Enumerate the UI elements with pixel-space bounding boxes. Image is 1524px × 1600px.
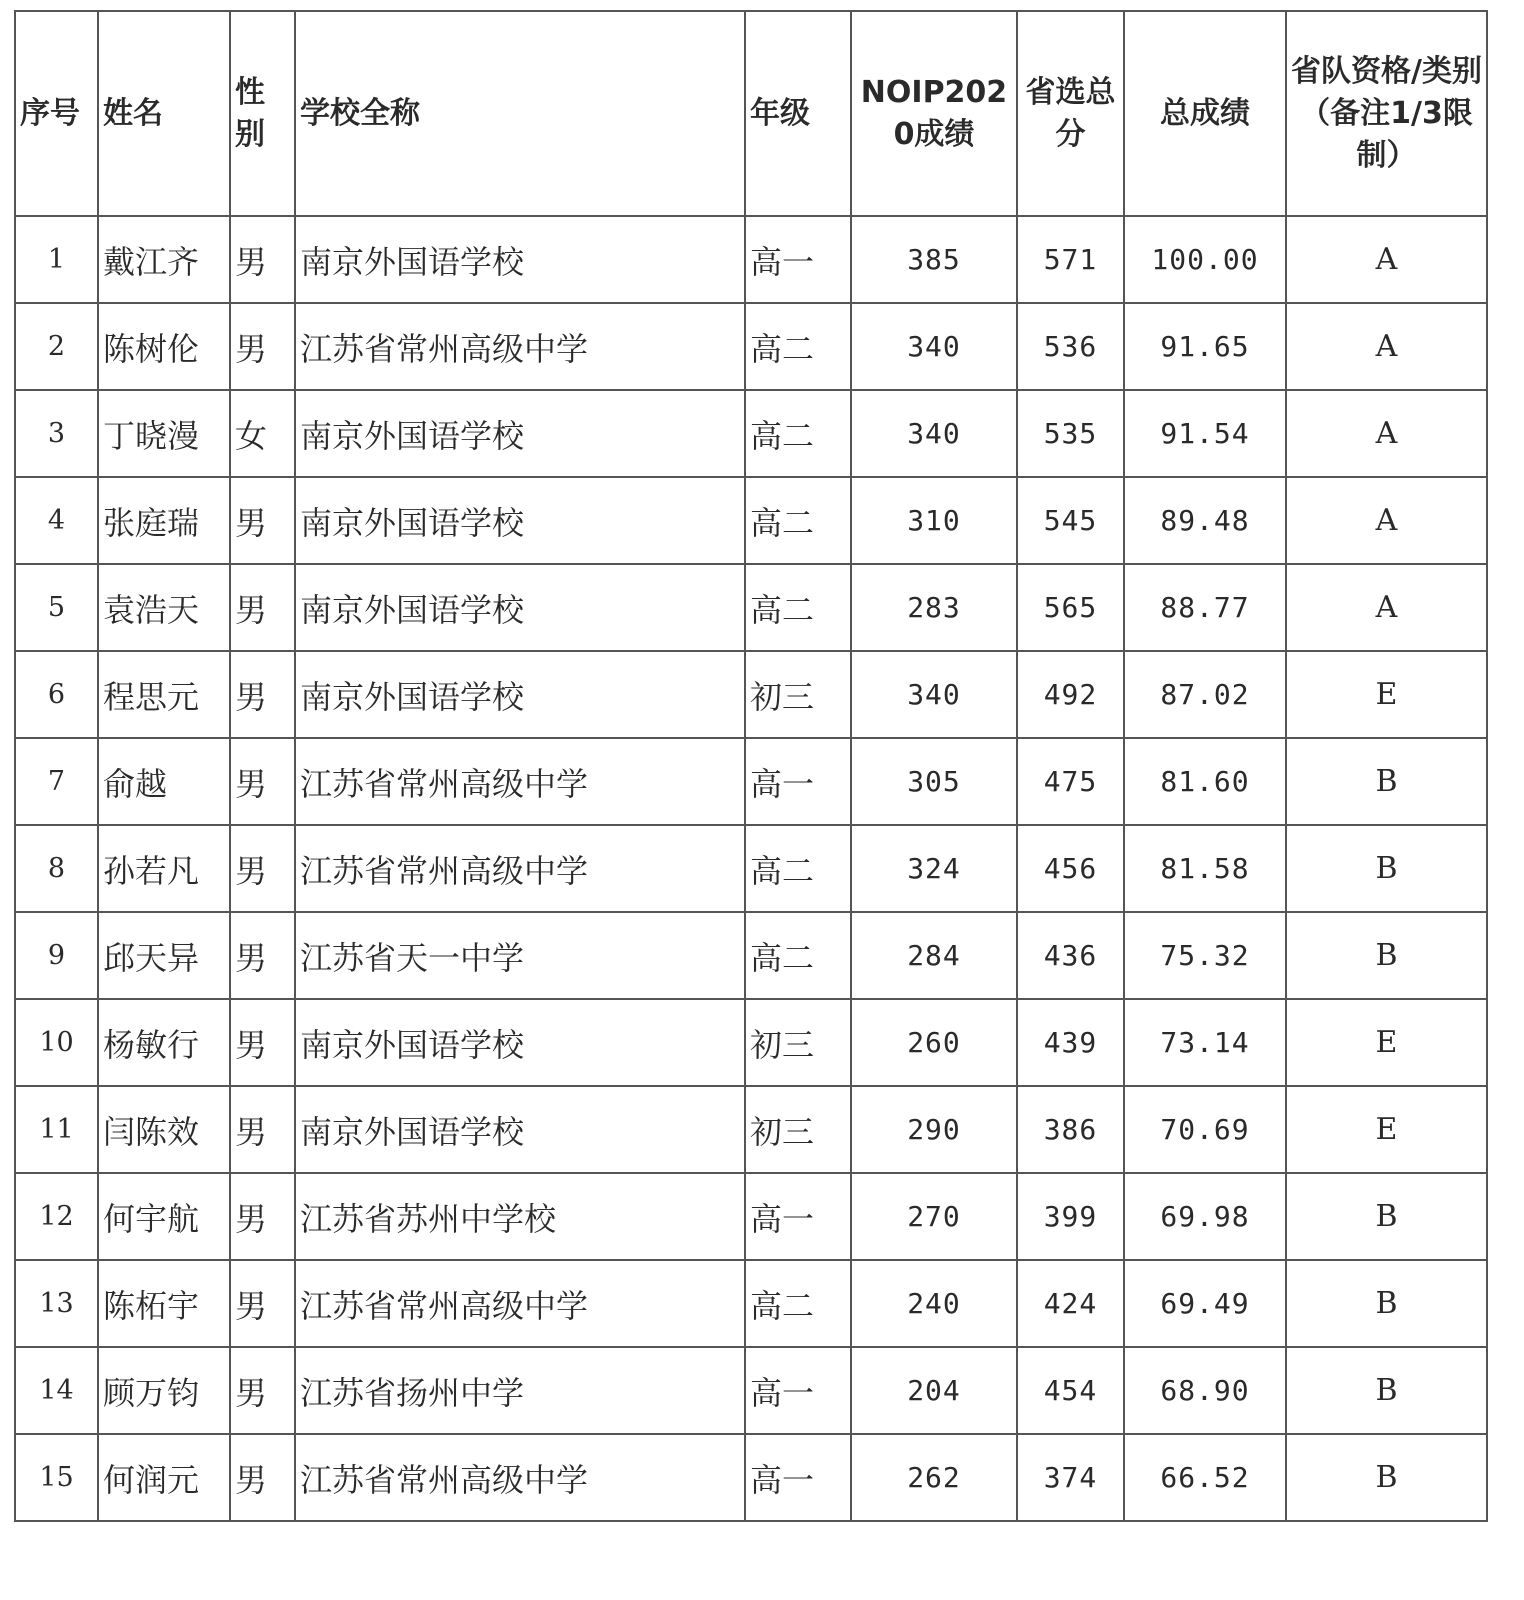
cell-total: 66.52 (1124, 1434, 1286, 1521)
table-row (15, 1260, 1487, 1347)
cell-gender: 男 (230, 1347, 295, 1434)
header-seq: 序号 (15, 11, 98, 216)
cell-grade: 高二 (745, 390, 851, 477)
cell-provincial: 492 (1017, 651, 1124, 738)
cell-seq: 9 (15, 912, 98, 999)
table-row (15, 651, 1487, 738)
cell-seq: 1 (15, 216, 98, 303)
table-row (15, 390, 1487, 477)
cell-name: 张庭瑞 (98, 477, 230, 564)
cell-category: A (1286, 564, 1487, 651)
cell-grade: 高二 (745, 303, 851, 390)
cell-seq: 3 (15, 390, 98, 477)
cell-total: 70.69 (1124, 1086, 1286, 1173)
cell-seq: 10 (15, 999, 98, 1086)
cell-seq: 4 (15, 477, 98, 564)
cell-grade: 高一 (745, 1434, 851, 1521)
cell-noip: 340 (851, 303, 1017, 390)
cell-school: 江苏省天一中学 (295, 912, 745, 999)
cell-noip: 340 (851, 390, 1017, 477)
cell-seq: 15 (15, 1434, 98, 1521)
cell-total: 81.60 (1124, 738, 1286, 825)
cell-school: 江苏省苏州中学校 (295, 1173, 745, 1260)
cell-school: 南京外国语学校 (295, 477, 745, 564)
cell-total: 87.02 (1124, 651, 1286, 738)
cell-provincial: 374 (1017, 1434, 1124, 1521)
header-total: 总成绩 (1124, 11, 1286, 216)
table-header (15, 11, 1487, 216)
cell-provincial: 436 (1017, 912, 1124, 999)
cell-category: E (1286, 651, 1487, 738)
table-row (15, 216, 1487, 303)
cell-noip: 305 (851, 738, 1017, 825)
table-body (15, 216, 1487, 1521)
cell-provincial: 565 (1017, 564, 1124, 651)
cell-school: 南京外国语学校 (295, 564, 745, 651)
cell-provincial: 475 (1017, 738, 1124, 825)
cell-school: 江苏省常州高级中学 (295, 825, 745, 912)
cell-noip: 260 (851, 999, 1017, 1086)
cell-category: B (1286, 1173, 1487, 1260)
cell-total: 88.77 (1124, 564, 1286, 651)
cell-category: B (1286, 738, 1487, 825)
cell-total: 68.90 (1124, 1347, 1286, 1434)
cell-gender: 男 (230, 477, 295, 564)
cell-provincial: 535 (1017, 390, 1124, 477)
cell-school: 南京外国语学校 (295, 1086, 745, 1173)
cell-gender: 男 (230, 303, 295, 390)
cell-noip: 284 (851, 912, 1017, 999)
cell-name: 顾万钧 (98, 1347, 230, 1434)
header-grade: 年级 (745, 11, 851, 216)
cell-provincial: 386 (1017, 1086, 1124, 1173)
cell-provincial: 456 (1017, 825, 1124, 912)
header-gender: 性别 (230, 11, 295, 216)
cell-school: 江苏省扬州中学 (295, 1347, 745, 1434)
cell-noip: 324 (851, 825, 1017, 912)
table-row (15, 1434, 1487, 1521)
cell-school: 南京外国语学校 (295, 216, 745, 303)
header-noip: NOIP2020成绩 (851, 11, 1017, 216)
cell-noip: 270 (851, 1173, 1017, 1260)
cell-gender: 男 (230, 1173, 295, 1260)
cell-name: 陈树伦 (98, 303, 230, 390)
cell-noip: 310 (851, 477, 1017, 564)
cell-seq: 14 (15, 1347, 98, 1434)
cell-name: 何润元 (98, 1434, 230, 1521)
cell-category: E (1286, 999, 1487, 1086)
cell-grade: 高一 (745, 738, 851, 825)
cell-category: B (1286, 1434, 1487, 1521)
cell-category: E (1286, 1086, 1487, 1173)
header-school: 学校全称 (295, 11, 745, 216)
cell-provincial: 424 (1017, 1260, 1124, 1347)
cell-seq: 2 (15, 303, 98, 390)
cell-category: B (1286, 1347, 1487, 1434)
cell-name: 丁晓漫 (98, 390, 230, 477)
cell-grade: 初三 (745, 999, 851, 1086)
cell-grade: 初三 (745, 1086, 851, 1173)
cell-seq: 7 (15, 738, 98, 825)
cell-category: B (1286, 912, 1487, 999)
cell-noip: 204 (851, 1347, 1017, 1434)
cell-noip: 283 (851, 564, 1017, 651)
cell-name: 何宇航 (98, 1173, 230, 1260)
table-row (15, 1173, 1487, 1260)
table-row (15, 303, 1487, 390)
cell-noip: 240 (851, 1260, 1017, 1347)
cell-grade: 高二 (745, 564, 851, 651)
cell-school: 江苏省常州高级中学 (295, 303, 745, 390)
cell-gender: 男 (230, 825, 295, 912)
cell-school: 江苏省常州高级中学 (295, 1434, 745, 1521)
cell-name: 戴江齐 (98, 216, 230, 303)
score-table-container (14, 10, 1488, 1522)
header-row (15, 11, 1487, 216)
cell-name: 邱天异 (98, 912, 230, 999)
cell-grade: 高一 (745, 216, 851, 303)
cell-grade: 高二 (745, 825, 851, 912)
header-name: 姓名 (98, 11, 230, 216)
cell-provincial: 399 (1017, 1173, 1124, 1260)
cell-grade: 高一 (745, 1173, 851, 1260)
cell-gender: 男 (230, 564, 295, 651)
cell-total: 73.14 (1124, 999, 1286, 1086)
cell-category: A (1286, 216, 1487, 303)
cell-seq: 6 (15, 651, 98, 738)
cell-category: A (1286, 390, 1487, 477)
table-row (15, 738, 1487, 825)
cell-total: 91.54 (1124, 390, 1286, 477)
cell-gender: 男 (230, 1434, 295, 1521)
cell-total: 89.48 (1124, 477, 1286, 564)
cell-school: 江苏省常州高级中学 (295, 738, 745, 825)
cell-provincial: 545 (1017, 477, 1124, 564)
cell-total: 75.32 (1124, 912, 1286, 999)
header-category: 省队资格/类别（备注1/3限制） (1286, 11, 1487, 216)
cell-gender: 男 (230, 999, 295, 1086)
cell-name: 程思元 (98, 651, 230, 738)
cell-grade: 初三 (745, 651, 851, 738)
cell-total: 69.49 (1124, 1260, 1286, 1347)
table-row (15, 477, 1487, 564)
cell-total: 81.58 (1124, 825, 1286, 912)
cell-seq: 5 (15, 564, 98, 651)
cell-noip: 385 (851, 216, 1017, 303)
cell-grade: 高二 (745, 477, 851, 564)
cell-noip: 290 (851, 1086, 1017, 1173)
cell-name: 袁浩天 (98, 564, 230, 651)
table-row (15, 825, 1487, 912)
cell-provincial: 439 (1017, 999, 1124, 1086)
cell-gender: 男 (230, 216, 295, 303)
table-row (15, 1347, 1487, 1434)
cell-category: A (1286, 477, 1487, 564)
cell-gender: 男 (230, 1086, 295, 1173)
cell-provincial: 536 (1017, 303, 1124, 390)
table-row (15, 912, 1487, 999)
cell-name: 闫陈效 (98, 1086, 230, 1173)
cell-gender: 男 (230, 738, 295, 825)
cell-total: 69.98 (1124, 1173, 1286, 1260)
cell-seq: 12 (15, 1173, 98, 1260)
cell-total: 100.00 (1124, 216, 1286, 303)
cell-grade: 高二 (745, 1260, 851, 1347)
cell-school: 南京外国语学校 (295, 999, 745, 1086)
cell-seq: 11 (15, 1086, 98, 1173)
cell-noip: 262 (851, 1434, 1017, 1521)
score-table (14, 10, 1488, 1522)
cell-category: B (1286, 1260, 1487, 1347)
cell-gender: 女 (230, 390, 295, 477)
cell-seq: 13 (15, 1260, 98, 1347)
cell-grade: 高二 (745, 912, 851, 999)
cell-gender: 男 (230, 912, 295, 999)
cell-name: 陈柘宇 (98, 1260, 230, 1347)
table-row (15, 1086, 1487, 1173)
cell-gender: 男 (230, 651, 295, 738)
cell-noip: 340 (851, 651, 1017, 738)
header-provincial: 省选总分 (1017, 11, 1124, 216)
cell-school: 南京外国语学校 (295, 390, 745, 477)
table-row (15, 564, 1487, 651)
cell-total: 91.65 (1124, 303, 1286, 390)
cell-name: 杨敏行 (98, 999, 230, 1086)
cell-school: 江苏省常州高级中学 (295, 1260, 745, 1347)
cell-name: 俞越 (98, 738, 230, 825)
cell-category: A (1286, 303, 1487, 390)
cell-category: B (1286, 825, 1487, 912)
cell-seq: 8 (15, 825, 98, 912)
cell-gender: 男 (230, 1260, 295, 1347)
cell-name: 孙若凡 (98, 825, 230, 912)
table-row (15, 999, 1487, 1086)
cell-school: 南京外国语学校 (295, 651, 745, 738)
cell-grade: 高一 (745, 1347, 851, 1434)
cell-provincial: 571 (1017, 216, 1124, 303)
cell-provincial: 454 (1017, 1347, 1124, 1434)
